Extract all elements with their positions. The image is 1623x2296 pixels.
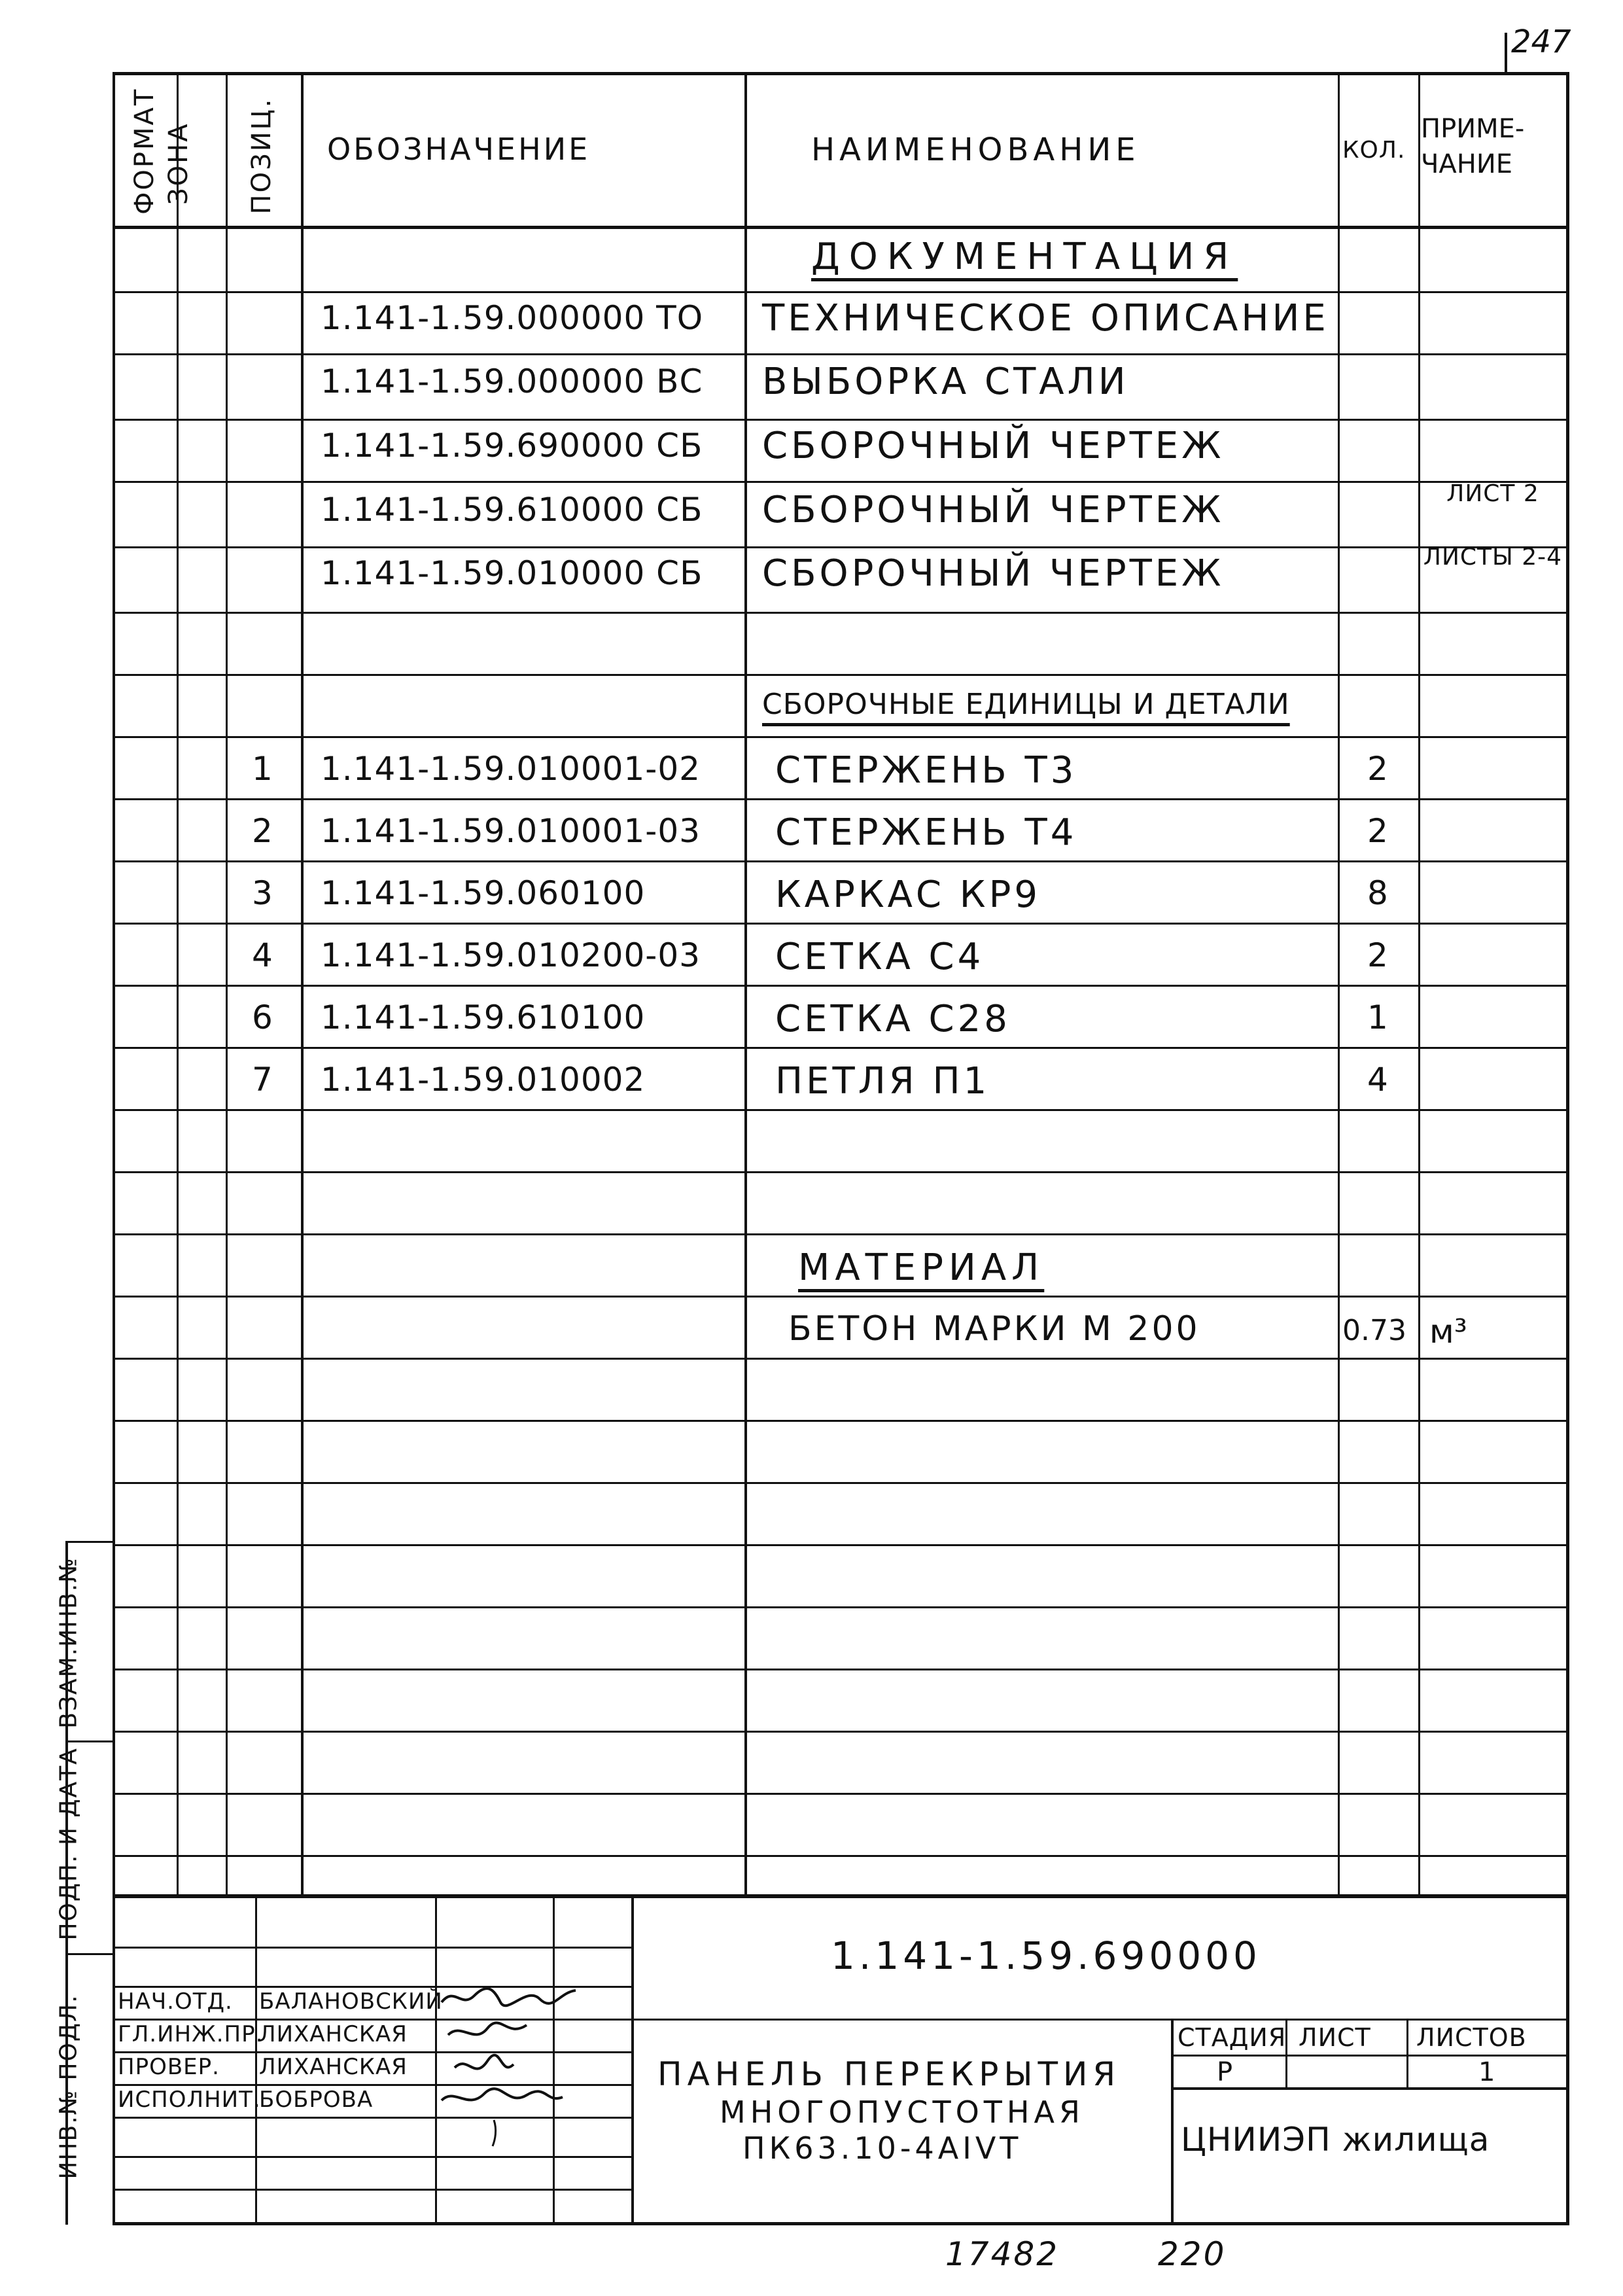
document-note: ЛИСТЫ 2-4 [1423,544,1563,571]
part-position: 2 [252,812,273,850]
part-qty: 4 [1367,1061,1388,1099]
signature-scribbles [435,1983,585,2185]
part-position: 7 [252,1061,273,1099]
document-name: ТЕХНИЧЕСКОЕ ОПИСАНИЕ [762,297,1329,340]
part-name: СТЕРЖЕНЬ Т3 [775,749,1077,792]
part-code: 1.141-1.59.610100 [321,998,646,1036]
part-code: 1.141-1.59.060100 [321,874,646,912]
section-assemblies: СБОРОЧНЫЕ ЕДИНИЦЫ И ДЕТАЛИ [762,688,1290,721]
sheets-value: 1 [1478,2057,1496,2087]
part-position: 1 [252,750,273,788]
part-code: 1.141-1.59.010001-02 [321,750,701,788]
material-unit: м³ [1429,1313,1467,1351]
signature-role: НАЧ.ОТД. [118,1988,233,2015]
organization: ЦНИИЭП жилища [1181,2121,1490,2159]
part-qty: 2 [1367,750,1388,788]
sheet-label: ЛИСТ [1299,2023,1371,2052]
part-qty: 8 [1367,874,1388,912]
title-line-2: МНОГОПУСТОТНАЯ [720,2094,1085,2130]
signature-name: БАЛАНОВСКИЙ [259,1988,443,2015]
part-name: СЕТКА С28 [775,998,1011,1040]
side-inv-label: ИНВ.№ ПОДЛ. [55,1994,82,2180]
material-qty: 0.73 [1342,1314,1406,1347]
signature-role: ГЛ.ИНЖ.ПР. [118,2021,264,2047]
title-line-1: ПАНЕЛЬ ПЕРЕКРЫТИЯ [657,2055,1121,2093]
header-qty: КОЛ. [1342,137,1406,164]
header-position: ПОЗИЦ. [247,97,277,215]
document-name: СБОРОЧНЫЙ ЧЕРТЕЖ [762,425,1225,467]
signature-role: ИСПОЛНИТ. [118,2087,261,2113]
signature-role: ПРОВЕР. [118,2054,220,2080]
document-name: СБОРОЧНЫЙ ЧЕРТЕЖ [762,489,1225,531]
part-code: 1.141-1.59.010002 [321,1061,646,1099]
header-zone: ЗОНА [164,122,194,205]
document-note: ЛИСТ 2 [1446,480,1539,507]
part-name: ПЕТЛЯ П1 [775,1060,990,1103]
document-code: 1.141-1.59.690000 СБ [321,427,703,465]
footer-left-number: 17482 [945,2235,1060,2273]
document-name: ВЫБОРКА СТАЛИ [762,361,1129,403]
part-code: 1.141-1.59.010001-03 [321,812,701,850]
part-position: 6 [252,998,273,1036]
document-code: 1.141-1.59.000000 ТО [321,299,704,337]
part-code: 1.141-1.59.010200-03 [321,936,701,974]
footer-right-number: 220 [1158,2235,1227,2273]
signature-name: ЛИХАНСКАЯ [259,2021,408,2047]
part-position: 3 [252,874,273,912]
part-name: СЕТКА С4 [775,936,985,978]
document-code: 1.141-1.59.000000 ВС [321,362,703,400]
header-format: ФОРМАТ [130,87,160,215]
title-line-3: ПК63.10-4АIVТ [742,2130,1022,2166]
side-replace-label: ВЗАМ.ИНВ.№ [55,1557,82,1729]
header-note: ПРИМЕ-ЧАНИЕ [1421,114,1525,179]
part-name: КАРКАС КР9 [775,874,1041,916]
part-qty: 2 [1367,936,1388,974]
header-name: НАИМЕНОВАНИЕ [811,132,1140,168]
doc-number: 1.141-1.59.690000 [831,1934,1261,1978]
stage-label: СТАДИЯ [1178,2023,1287,2052]
part-qty: 2 [1367,812,1388,850]
part-name: СТЕРЖЕНЬ Т4 [775,811,1077,854]
material-name: БЕТОН МАРКИ М 200 [788,1309,1200,1349]
section-documentation: ДОКУМЕНТАЦИЯ [811,236,1238,278]
corner-mark: 247 [1511,24,1571,60]
signature-name: ЛИХАНСКАЯ [259,2054,408,2080]
signature-name: БОБРОВА [259,2087,374,2113]
section-material: МАТЕРИАЛ [798,1246,1045,1289]
document-code: 1.141-1.59.610000 СБ [321,491,703,529]
part-qty: 1 [1367,998,1388,1036]
document-code: 1.141-1.59.010000 СБ [321,554,703,592]
header-designation: ОБОЗНАЧЕНИЕ [327,132,591,167]
side-sign-date-label: ПОДП. И ДАТА [55,1747,82,1941]
stage-value: Р [1217,2057,1234,2087]
part-position: 4 [252,936,273,974]
document-name: СБОРОЧНЫЙ ЧЕРТЕЖ [762,552,1225,595]
sheets-label: ЛИСТОВ [1416,2023,1527,2052]
